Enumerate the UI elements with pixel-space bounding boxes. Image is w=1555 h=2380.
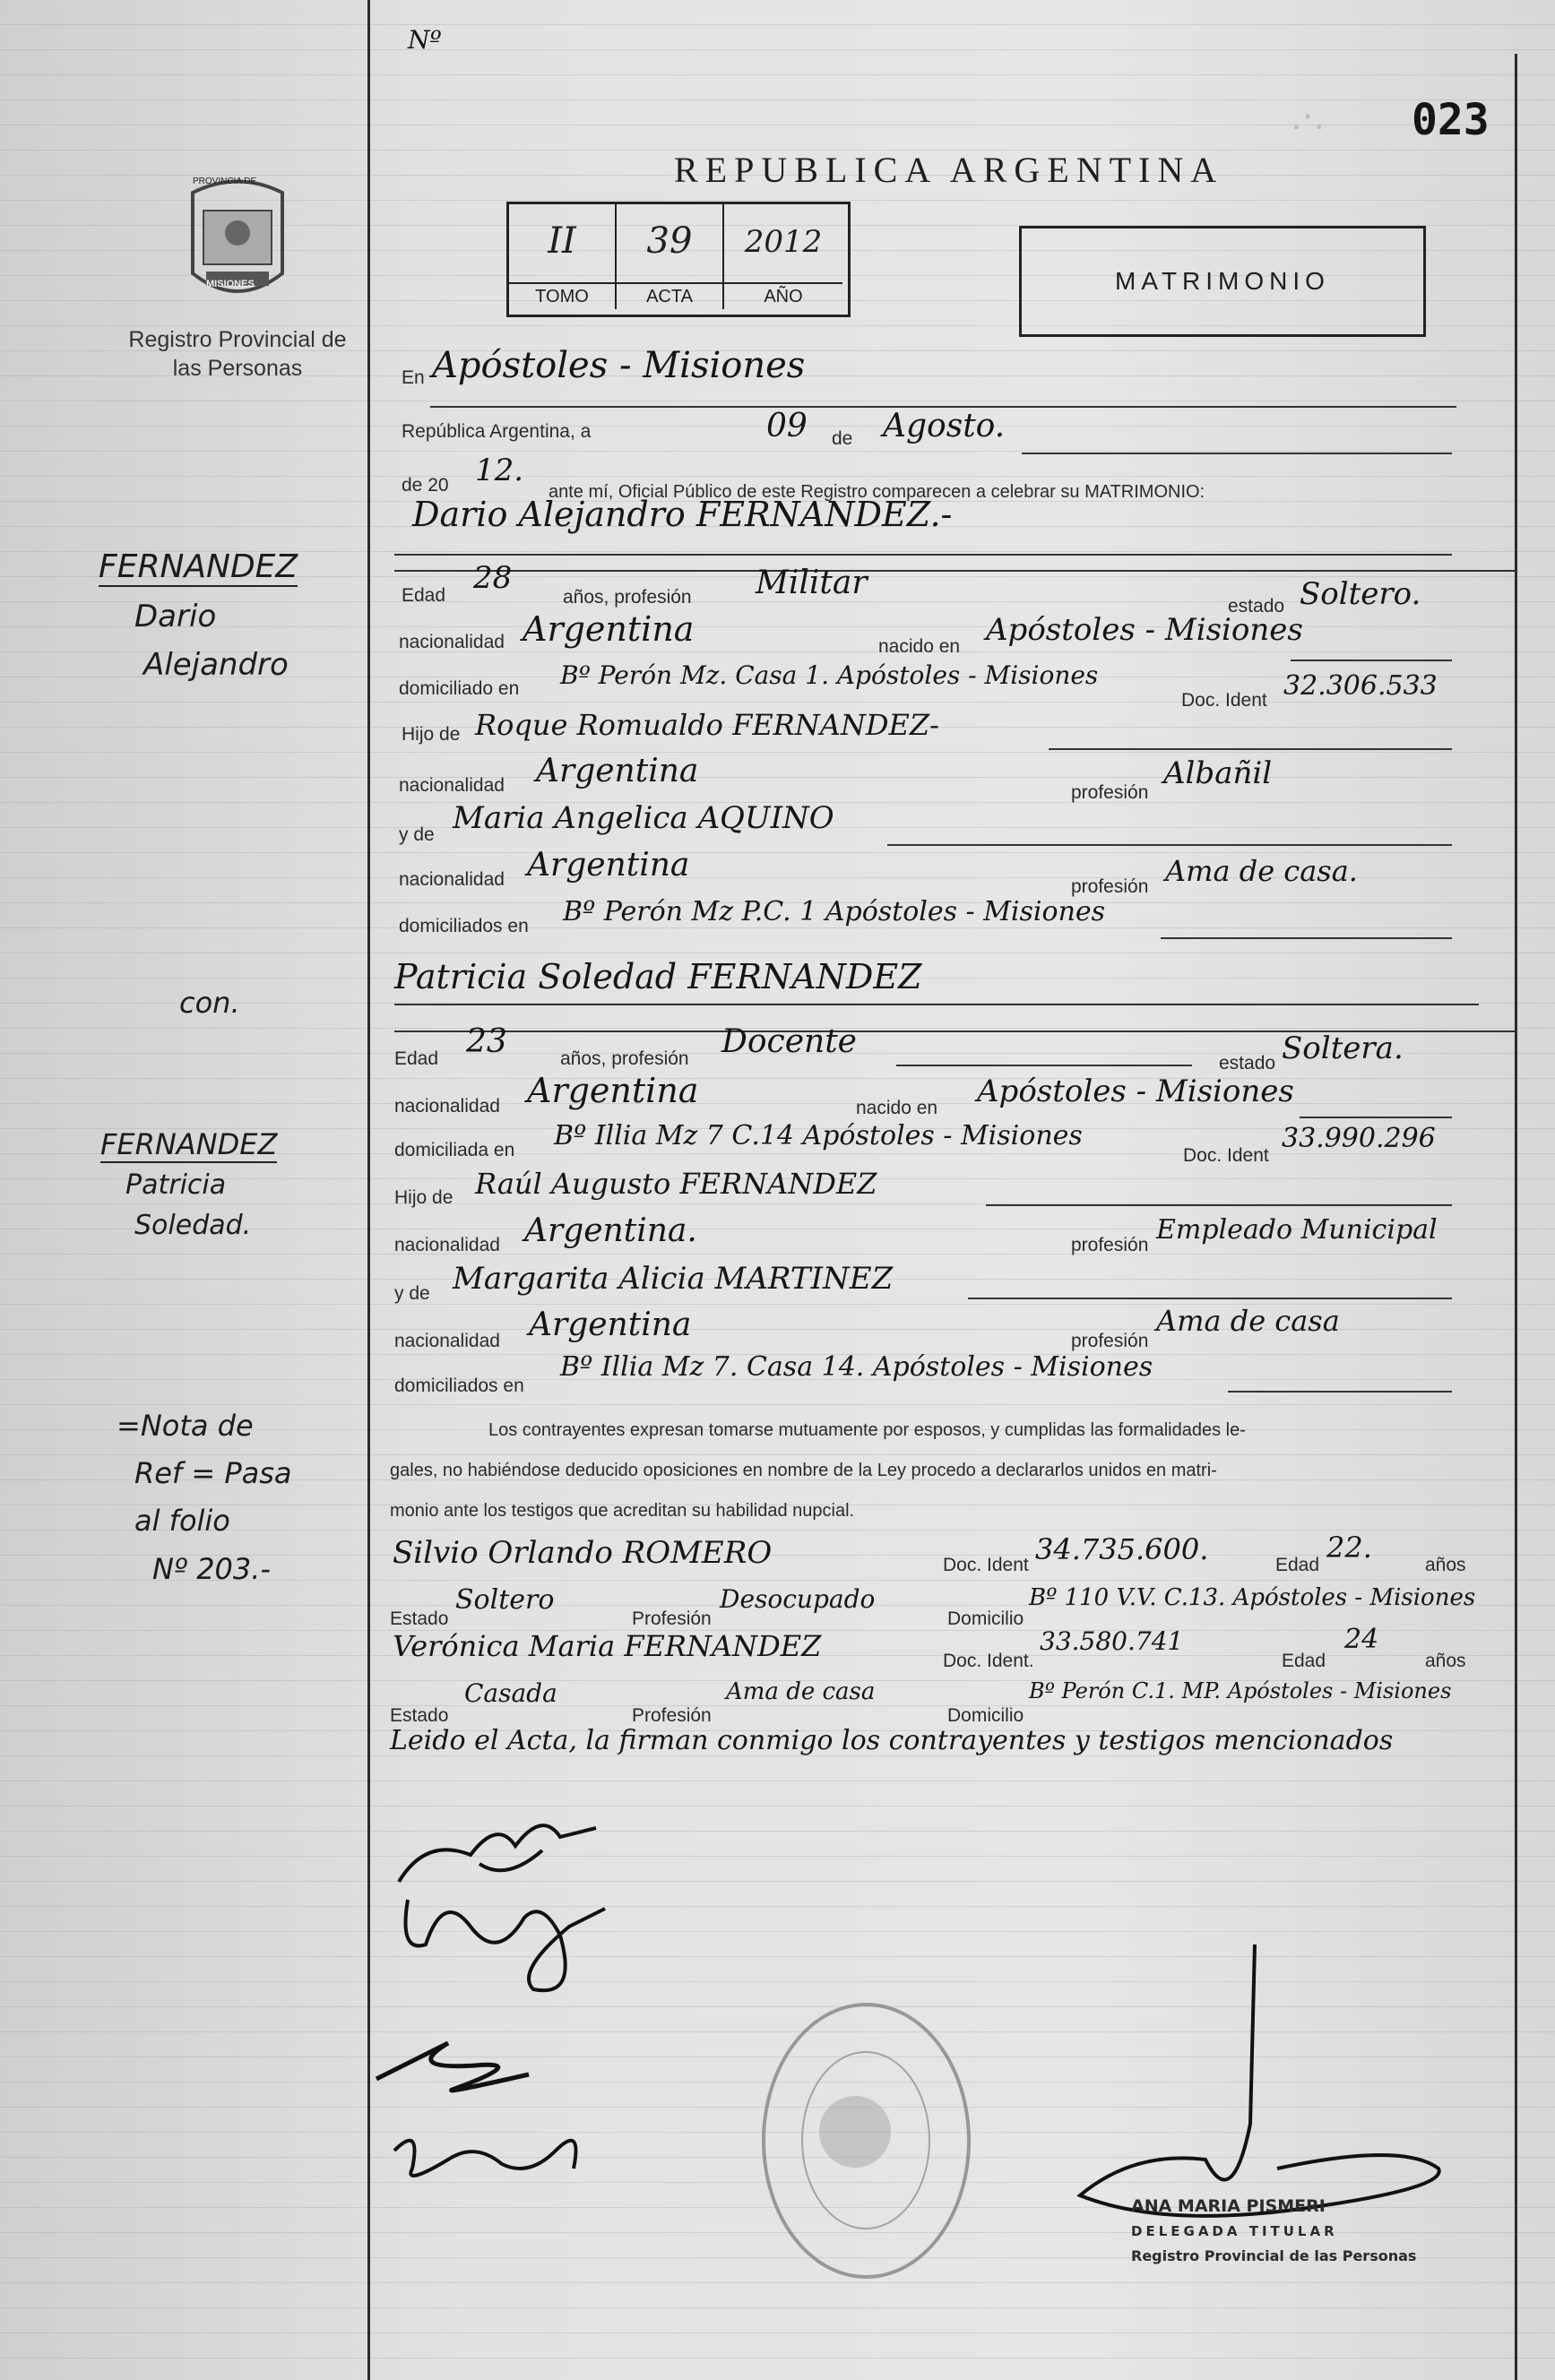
bride-mother-prof-label: profesión (1071, 1331, 1149, 1351)
bride-name: Patricia Soledad FERNANDEZ (394, 957, 922, 996)
margin-groom-first: Dario (134, 599, 217, 634)
margin-groom-surname: FERNANDEZ (99, 548, 298, 585)
groom-yde-label: y de (399, 824, 435, 845)
groom-hijo-label: Hijo de (402, 724, 461, 745)
bride-parents-dom-label: domiciliados en (394, 1375, 524, 1396)
witness1-estado: Soltero (455, 1584, 555, 1616)
bride-nacido: Apóstoles - Misiones (977, 1074, 1294, 1109)
declaration-line-3: monio ante los testigos que acreditan su habilidad nupcial. (390, 1501, 855, 1521)
acta-cell (617, 204, 724, 309)
witness2-estado: Casada (464, 1678, 557, 1708)
record-number-boxes (506, 202, 851, 317)
groom-mother-nac: Argentina (527, 847, 690, 884)
bride-nac-rule (1300, 1117, 1452, 1118)
seal-core (819, 2096, 891, 2168)
bride-father-prof-label: profesión (1071, 1235, 1149, 1255)
anio-value: 2012 (744, 224, 823, 260)
margin-bride-surname: FERNANDEZ (100, 1127, 278, 1161)
bride-domicilio: Bº Illia Mz 7 C.14 Apóstoles - Misiones (554, 1120, 1083, 1151)
stamp-line-2: DELEGADA TITULAR (1131, 2223, 1338, 2239)
witness1-prof: Desocupado (720, 1584, 876, 1614)
groom-father: Roque Romualdo FERNANDEZ- (475, 708, 939, 742)
declaration-line-1: Los contrayentes expresan tomarse mutuamente por esposos, y cumplidas las formalidades le- (488, 1420, 1246, 1440)
groom-nacido: Apóstoles - Misiones (986, 612, 1303, 648)
margin-divider (367, 0, 370, 2380)
registry-name: Registro Provincial de las Personas (128, 327, 347, 381)
date-statement: ante mí, Oficial Público de este Registro comparecen a celebrar su MATRIMONIO: (549, 482, 1205, 502)
bride-edad: 23 (466, 1023, 507, 1060)
bride-parents-dom: Bº Illia Mz 7. Casa 14. Apóstoles - Misiones (560, 1351, 1153, 1383)
groom-estado: Soltero. (1300, 576, 1421, 612)
bride-father-nac: Argentina. (524, 1212, 697, 1249)
bride-edad-label: Edad (394, 1048, 439, 1069)
bride-doc-label: Doc. Ident (1183, 1145, 1269, 1166)
date-de: de (832, 428, 853, 449)
witness2-estado-label: Estado (390, 1705, 449, 1726)
country-title: REPUBLICA ARGENTINA (674, 150, 1224, 190)
groom-edad: 28 (473, 560, 513, 596)
bride-nacido-label: nacido en (856, 1098, 938, 1118)
margin-note-line-1: =Nota de (117, 1409, 254, 1443)
witness2-edad: 24 (1344, 1624, 1379, 1655)
bride-name-rule (394, 1004, 1479, 1005)
bride-estado: Soltera. (1282, 1030, 1404, 1066)
witness2-dom: Bº Perón C.1. MP. Apóstoles - Misiones (1029, 1678, 1452, 1703)
groom-nac-rule (1291, 660, 1452, 661)
groom-section-rule (394, 570, 1515, 572)
bride-hijo-label: Hijo de (394, 1187, 454, 1208)
date-day: 09 (766, 408, 808, 444)
bride-mother-nac-label: nacionalidad (394, 1331, 500, 1351)
witness1-dom-label: Domicilio (947, 1608, 1024, 1629)
official-seal (762, 2003, 971, 2279)
acta-label: ACTA (617, 282, 722, 309)
groom-mother-rule (887, 844, 1452, 846)
bride-father: Raúl Augusto FERNANDEZ (475, 1167, 877, 1201)
date-prefix: República Argentina, a (402, 421, 592, 442)
witness1-edad: 22. (1326, 1531, 1372, 1565)
tomo-value: II (548, 220, 576, 262)
corner-mark: Nº (408, 25, 442, 55)
bride-profesion: Docente (721, 1023, 857, 1060)
bride-mother: Margarita Alicia MARTINEZ (453, 1261, 894, 1297)
bride-nac-label: nacionalidad (394, 1096, 500, 1117)
witness2-prof-label: Profesión (632, 1705, 712, 1726)
groom-father-rule (1049, 748, 1452, 750)
margin-groom-second: Alejandro (143, 647, 289, 683)
witness2-anos-label: años (1425, 1651, 1466, 1671)
bride-parents-rule (1228, 1391, 1452, 1393)
stamp-line-1: ANA MARIA PISMERI (1131, 2196, 1326, 2216)
witness2-doc: 33.580.741 (1040, 1626, 1184, 1656)
acta-value: 39 (646, 220, 693, 262)
witness2-dom-label: Domicilio (947, 1705, 1024, 1726)
year-prefix: de 20 (402, 475, 449, 496)
groom-estado-label: estado (1228, 596, 1285, 617)
groom-mother-nac-label: nacionalidad (399, 869, 505, 890)
bride-dom-label: domiciliada en (394, 1140, 515, 1160)
witness2-name: Verónica Maria FERNANDEZ (393, 1629, 822, 1663)
signature-2 (390, 1873, 659, 2007)
groom-mother-prof: Ama de casa. (1165, 854, 1358, 888)
groom-name: Dario Alejandro FERNANDEZ.- (412, 495, 953, 534)
bride-father-rule (986, 1204, 1452, 1206)
record-type-box: MATRIMONIO (1019, 226, 1426, 337)
signature-3 (367, 2025, 574, 2106)
anio-label: AÑO (724, 282, 842, 309)
closing-statement: Leido el Acta, la firman conmigo los contrayentes y testigos mencionados (390, 1725, 1394, 1756)
witness1-dom: Bº 110 V.V. C.13. Apóstoles - Misiones (1029, 1584, 1476, 1611)
tomo-cell (509, 204, 617, 309)
bride-mother-rule (968, 1298, 1452, 1299)
folio-prefix-mark: .·. (1291, 97, 1326, 138)
signature-4 (376, 2115, 609, 2195)
logo-bottom-text: MISIONES (206, 279, 255, 289)
witness1-doc: 34.735.600. (1035, 1532, 1209, 1566)
groom-nac-label: nacionalidad (399, 632, 505, 652)
date-month: Agosto. (883, 408, 1006, 444)
declaration-line-2: gales, no habiéndose deducido oposiciones en nombre de la Ley procedo a declararlos unidos en matri- (390, 1461, 1217, 1480)
groom-father-nac: Argentina (536, 753, 699, 789)
bride-father-nac-label: nacionalidad (394, 1235, 500, 1255)
groom-mother-prof-label: profesión (1071, 876, 1149, 897)
place-prefix: En (402, 367, 425, 388)
groom-dom-label: domiciliado en (399, 678, 520, 699)
official-stamp (1131, 2194, 1416, 2269)
groom-profesion: Militar (756, 565, 868, 601)
groom-parents-dom-label: domiciliados en (399, 916, 529, 936)
margin-bride-second: Soledad. (134, 1210, 252, 1241)
groom-edad-label: Edad (402, 585, 446, 606)
witness1-name: Silvio Orlando ROMERO (393, 1535, 773, 1571)
logo-top-text: PROVINCIA DE (193, 177, 257, 186)
groom-parents-dom: Bº Perón Mz P.C. 1 Apóstoles - Misiones (563, 896, 1106, 927)
groom-name-rule (394, 554, 1452, 556)
groom-father-prof-label: profesión (1071, 782, 1149, 803)
groom-father-prof: Albañil (1163, 755, 1273, 791)
groom-doc: 32.306.533 (1283, 670, 1438, 702)
margin-note-line-2: Ref = Pasa (134, 1456, 292, 1490)
date-rule (1022, 453, 1452, 454)
witness2-edad-label: Edad (1282, 1651, 1326, 1671)
bride-estado-label: estado (1219, 1053, 1276, 1074)
bride-father-prof: Empleado Municipal (1156, 1214, 1438, 1246)
margin-con: con. (179, 986, 240, 1020)
witness2-doc-label: Doc. Ident. (943, 1651, 1034, 1671)
groom-parents-rule (1161, 937, 1452, 939)
year-suffix: 12. (475, 453, 524, 488)
groom-father-nac-label: nacionalidad (399, 775, 505, 796)
folio-number: 023 (1412, 95, 1490, 145)
bride-anos-label: años, profesión (560, 1048, 689, 1069)
bride-mother-prof: Ama de casa (1156, 1304, 1340, 1338)
anio-cell (724, 204, 842, 309)
witness1-anos-label: años (1425, 1555, 1466, 1575)
witness1-doc-label: Doc. Ident (943, 1555, 1029, 1575)
stamp-line-3: Registro Provincial de las Personas (1131, 2247, 1417, 2264)
groom-domicilio: Bº Perón Mz. Casa 1. Apóstoles - Misiones (560, 660, 1099, 690)
groom-anos-label: años, profesión (563, 587, 692, 608)
margin-note-line-4: Nº 203.- (152, 1552, 271, 1586)
witness1-edad-label: Edad (1275, 1555, 1320, 1575)
right-border (1515, 54, 1517, 2380)
margin-note-line-3: al folio (134, 1504, 230, 1538)
groom-doc-label: Doc. Ident (1181, 690, 1267, 711)
margin-bride-first: Patricia (125, 1169, 227, 1201)
groom-mother: Maria Angelica AQUINO (453, 800, 834, 836)
bride-yde-label: y de (394, 1283, 430, 1304)
groom-nacionalidad: Argentina (523, 609, 695, 649)
tomo-label: TOMO (509, 282, 615, 309)
bride-doc: 33.990.296 (1282, 1123, 1436, 1154)
witness2-prof: Ama de casa (726, 1678, 876, 1705)
bride-mother-nac: Argentina (529, 1306, 692, 1343)
place-value: Apóstoles - Misiones (432, 345, 806, 386)
groom-nacido-label: nacido en (878, 636, 961, 657)
witness1-prof-label: Profesión (632, 1608, 712, 1629)
witness1-estado-label: Estado (390, 1608, 449, 1629)
bride-prof-rule (896, 1065, 1192, 1066)
bride-nacionalidad: Argentina (527, 1071, 699, 1110)
